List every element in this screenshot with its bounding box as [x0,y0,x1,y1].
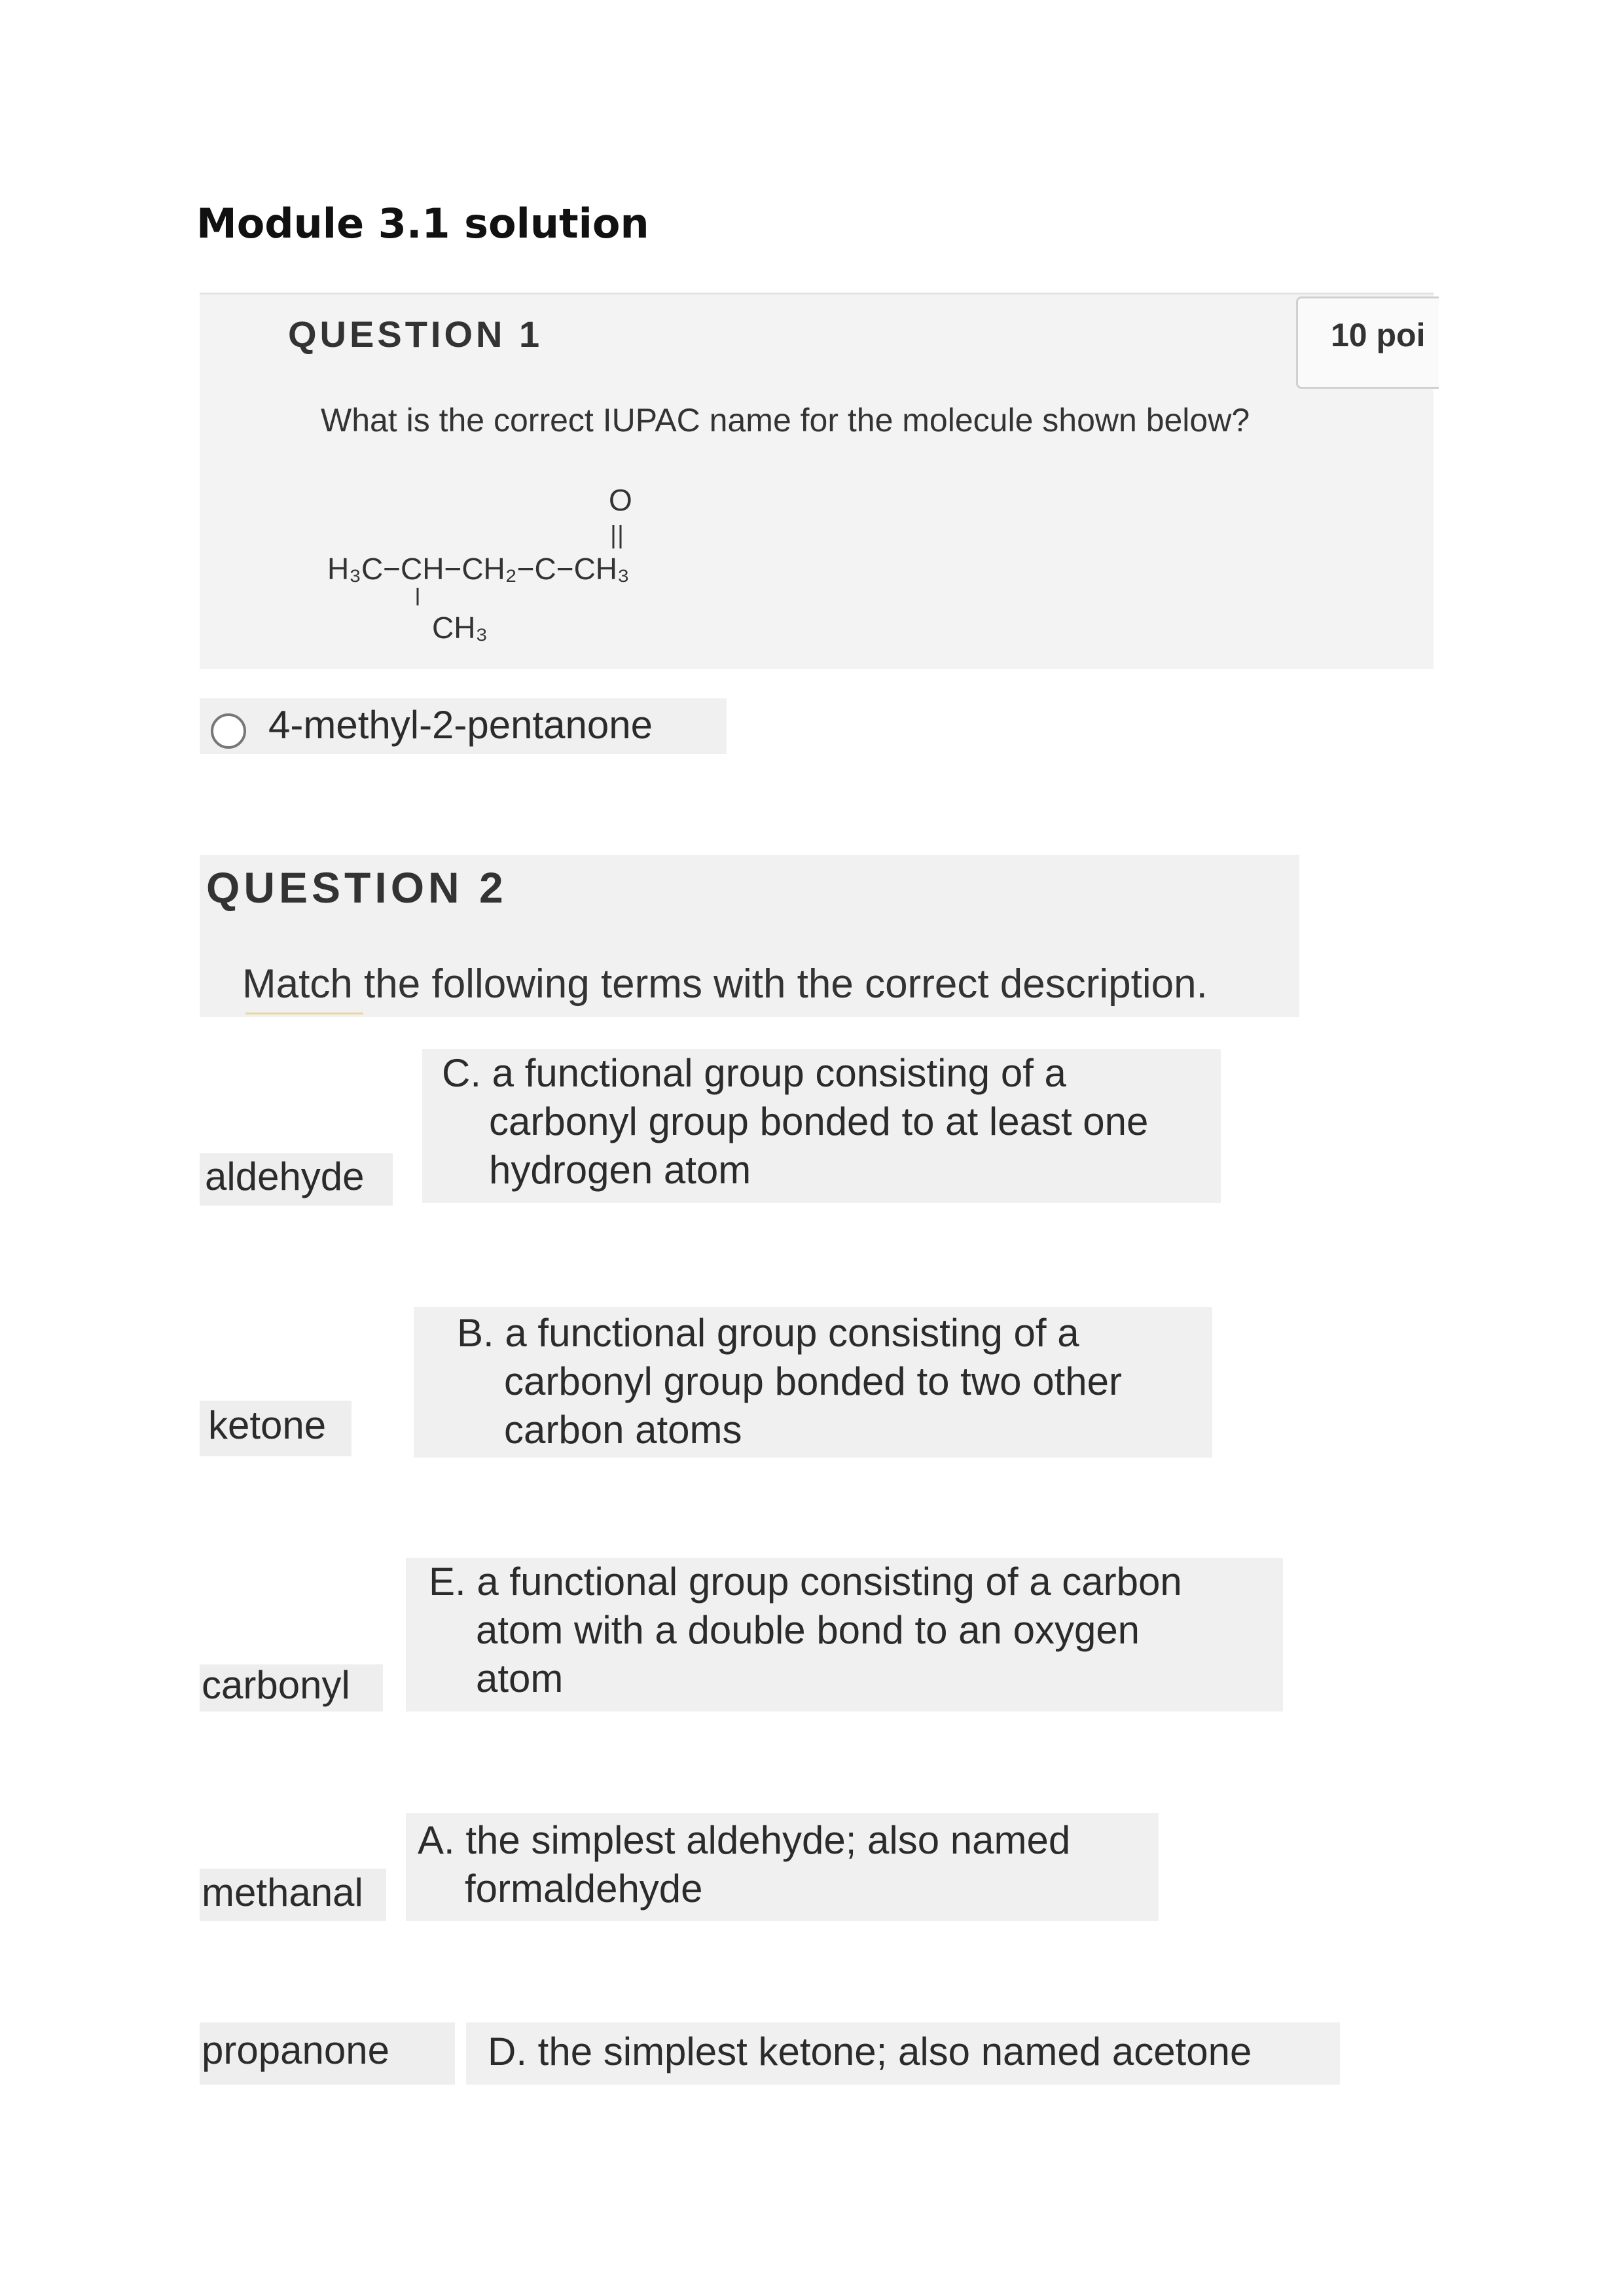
description-line: E. a functional group consisting of a carbon [429,1560,1182,1604]
molecule-branch: CH₃ [432,611,488,645]
page-title: Module 3.1 solution [196,200,649,247]
description-text [488,2028,1252,2076]
prompt-underline [245,1013,363,1014]
description-line: carbon atoms [504,1408,742,1452]
description-line: B. a functional group consisting of a [457,1311,1079,1355]
term-label: aldehyde [205,1155,365,1198]
description-text [418,1816,1070,1913]
question-1-heading: QUESTION 1 [288,314,543,355]
description-line: hydrogen atom [489,1148,751,1192]
description-line: carbonyl group bonded to two other [504,1359,1122,1403]
points-label: 10 poi [1331,317,1426,353]
description-line: D. the simplest ketone; also named acetone [488,2030,1252,2073]
description-line: A. the simplest aldehyde; also named [418,1818,1071,1862]
description-text [457,1309,1122,1454]
molecule-oxygen: O [609,483,632,517]
description-line: carbonyl group bonded to at least one [489,1100,1149,1143]
molecule-main-chain: H₃C−CH−CH₂−C−CH₃ [327,552,630,586]
description-line: atom with a double bond to an oxygen [476,1608,1140,1652]
molecule-structure [321,478,779,661]
description-line: formaldehyde [465,1867,703,1910]
description-line: atom [476,1657,564,1700]
question-2-prompt: Match the following terms with the correct description. [242,961,1208,1007]
description-line: C. a functional group consisting of a [442,1051,1066,1095]
term-label: carbonyl [202,1663,350,1707]
term-label: methanal [202,1871,363,1914]
description-text [429,1558,1182,1703]
question-2-heading: QUESTION 2 [206,863,507,912]
description-text [442,1049,1148,1194]
question-1-prompt: What is the correct IUPAC name for the molecule shown below? [321,402,1250,439]
answer-label: 4-methyl-2-pentanone [268,703,653,747]
term-label: propanone [202,2028,389,2072]
term-label: ketone [208,1403,327,1447]
radio-button[interactable] [211,713,246,749]
